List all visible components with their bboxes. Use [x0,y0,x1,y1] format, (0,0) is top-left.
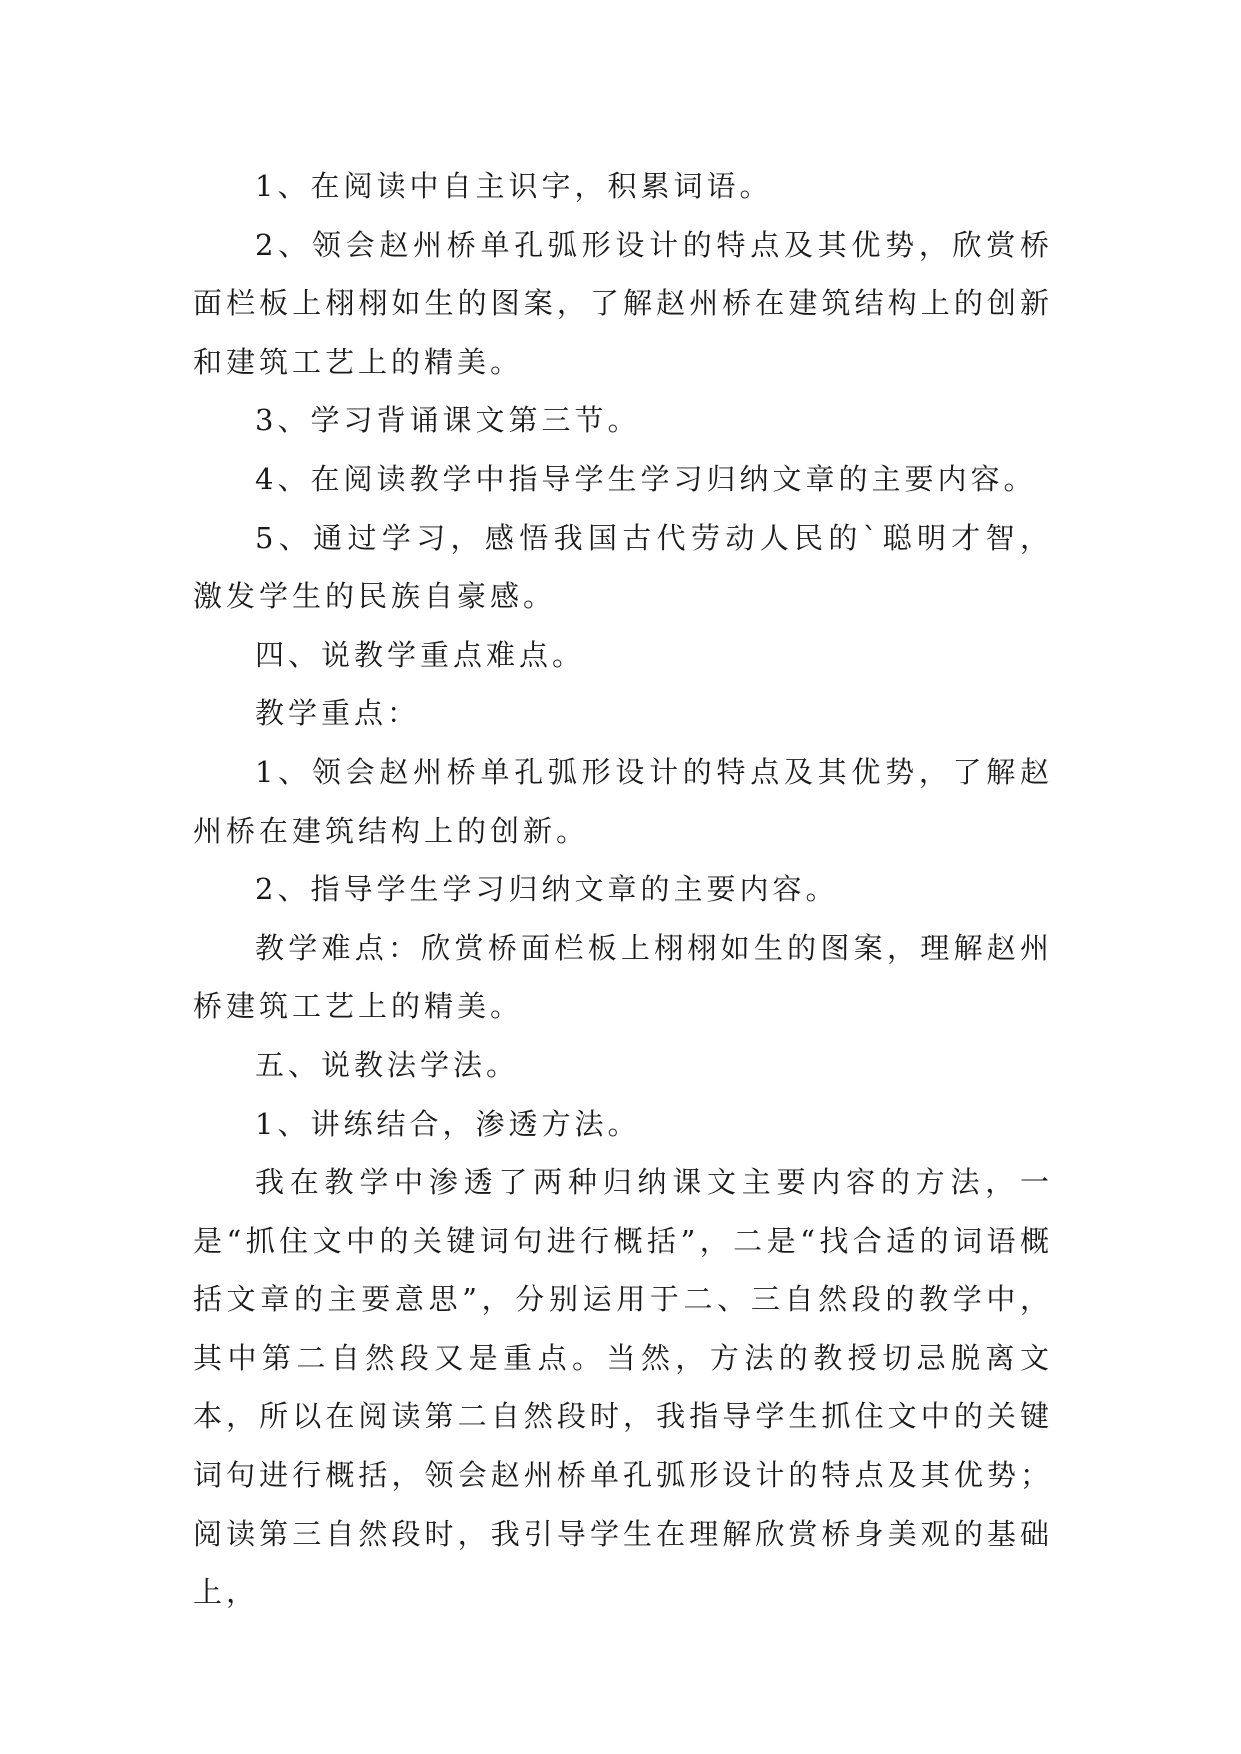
objective-1-paragraph: 1、在阅读中自主识字，积累词语。 [255,169,773,203]
objective-3-paragraph: 3、学习背诵课文第三节。 [255,403,641,438]
objective-2-paragraph: 2、领会赵州桥单孔弧形设计的特点及其优势，欣赏桥面栏板上栩栩如生的图案，了解赵州桥在建筑结构上的创新和建筑工艺上的精美。 [193,227,1053,379]
objective-5-paragraph: 5、通过学习，感悟我国古代劳动人民的`聪明才智，激发学生的民族自豪感。 [193,520,1053,614]
section-5-heading: 五、说教法学法。 [255,1047,520,1082]
key-point-1-paragraph: 1、领会赵州桥单孔弧形设计的特点及其优势，了解赵州桥在建筑结构上的创新。 [193,754,1053,848]
objective-4-paragraph: 4、在阅读教学中指导学生学习归纳文章的主要内容。 [255,461,1037,496]
key-point-2-paragraph: 2、指导学生学习归纳文章的主要内容。 [255,872,839,907]
difficulty-paragraph: 教学难点：欣赏桥面栏板上栩栩如生的图案，理解赵州桥建筑工艺上的精美。 [193,930,1053,1024]
document-body [193,157,1053,1622]
section-4-heading: 四、说教学重点难点。 [255,637,586,672]
key-points-heading: 教学重点： [255,696,421,731]
method-1-heading: 1、讲练结合，渗透方法。 [255,1106,641,1141]
method-description-paragraph: 我在教学中渗透了两种归纳课文主要内容的方法，一是“抓住文中的关键词句进行概括”，二是“找合适的词语概括文章的主要意思”，分别运用于二、三自然段的教学中，其中第二自然段又是重点。当然，方法的教授切忌脱离文本，所以在阅读第二自然段时，我指导学生抓住文中的关键词句进行概括，领会赵州桥单孔弧形设计的特点及其优势；阅读第三自然段时，我引导学生在理解欣赏桥身美观的基础上， [193,1165,1053,1610]
